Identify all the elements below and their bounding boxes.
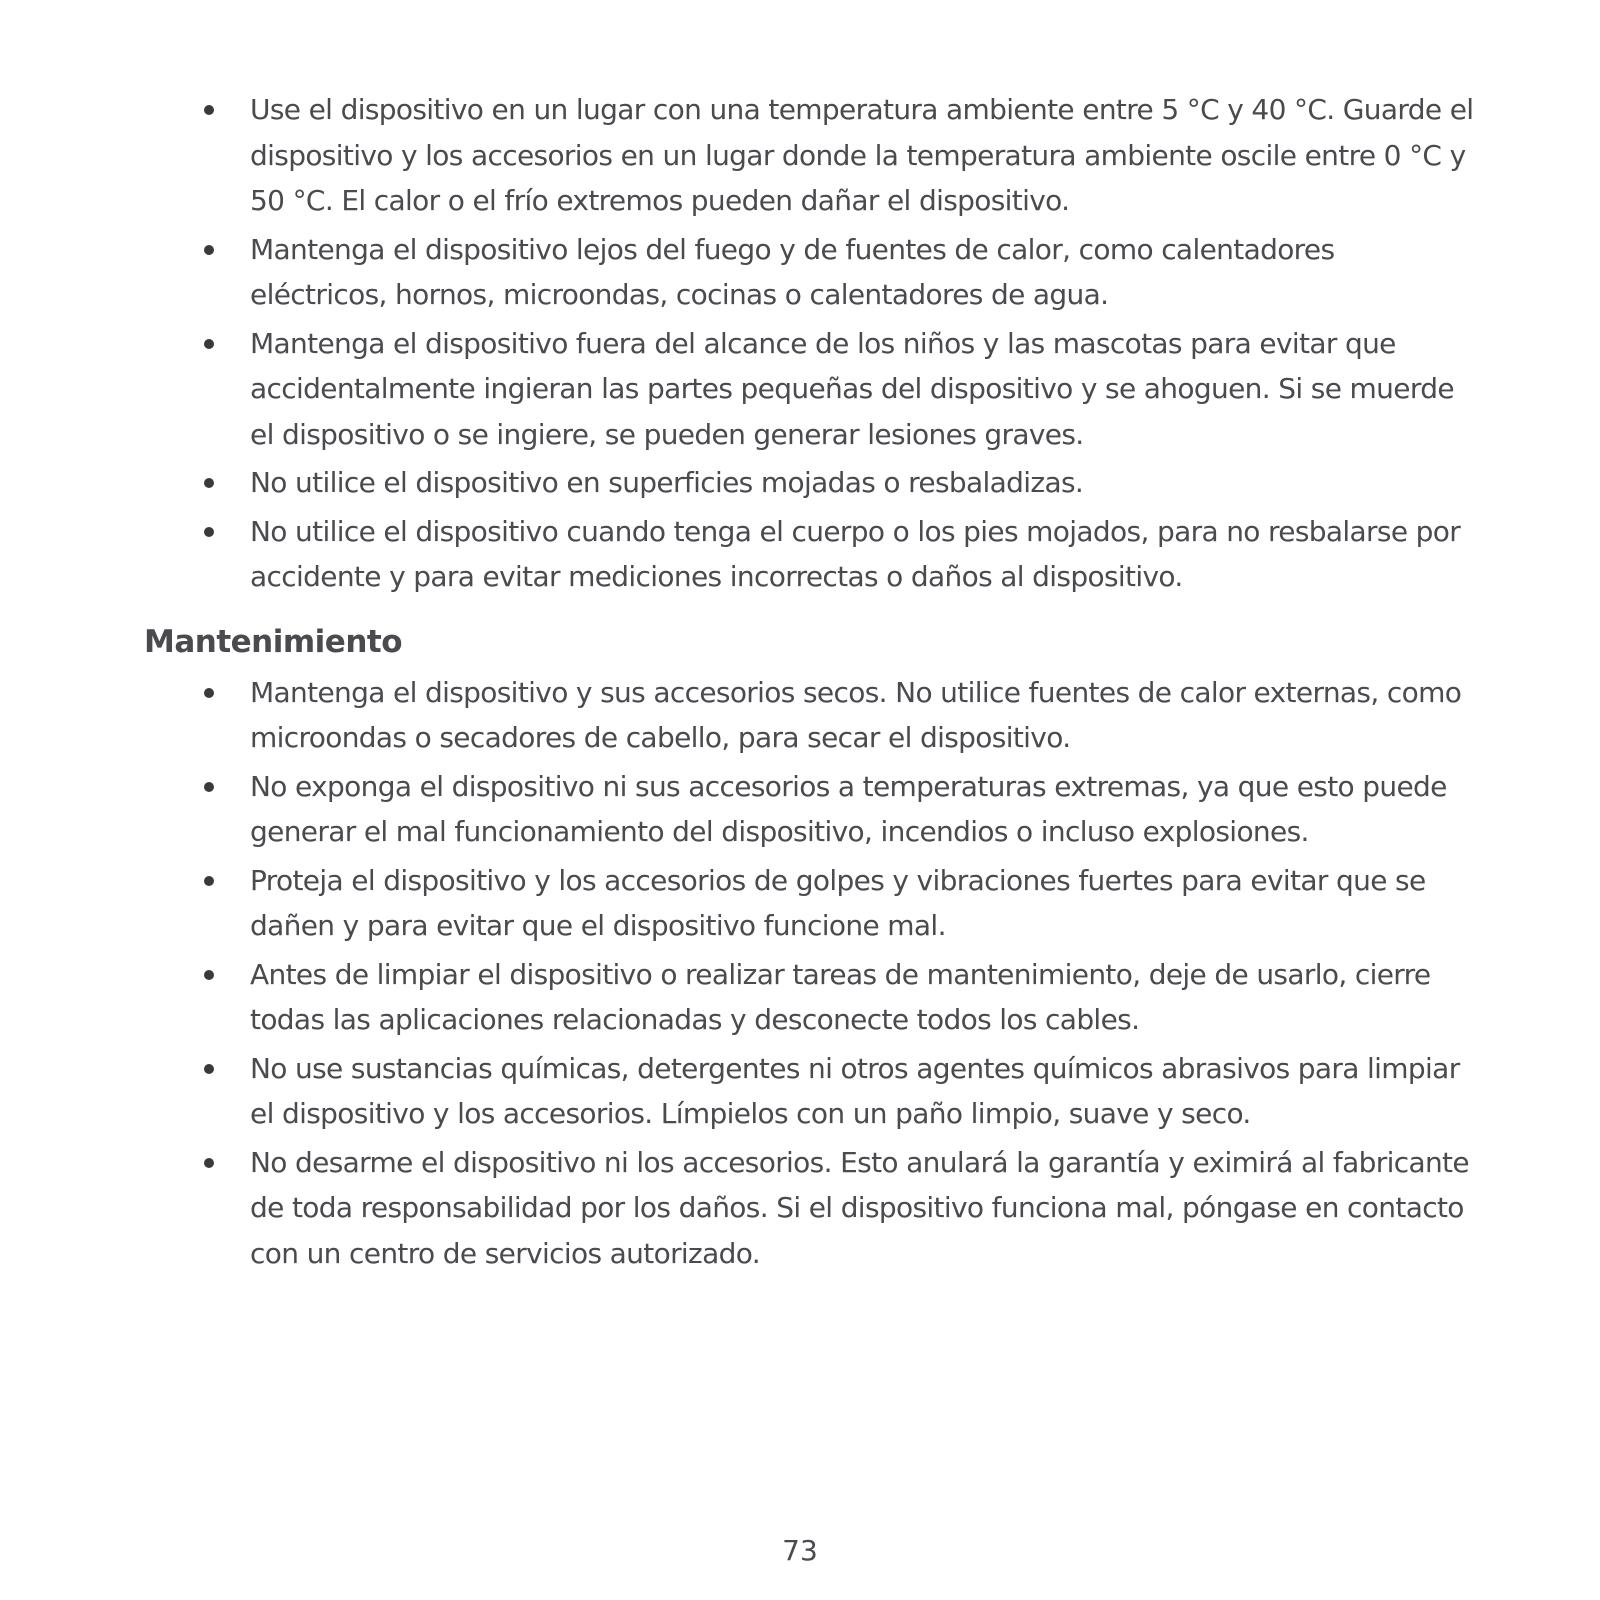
bullet-icon <box>204 245 214 255</box>
list-item <box>144 1140 1474 1277</box>
list-item <box>144 321 1474 458</box>
bullet-icon <box>204 105 214 115</box>
list-item-text: No exponga el dispositivo ni sus accesorios a temperaturas extremas, ya que esto puede generar el mal funcionamiento del dispositivo, incendios o incluso explosiones. <box>250 769 1447 848</box>
bullet-icon <box>204 339 214 349</box>
bullet-icon <box>204 1158 214 1168</box>
list-item <box>144 764 1474 855</box>
list-item-text: No utilice el dispositivo en superficies mojadas o resbaladizas. <box>250 466 1084 499</box>
list-item <box>144 952 1474 1043</box>
list-item <box>144 87 1474 224</box>
list-item <box>144 1046 1474 1137</box>
list-item-text: Mantenga el dispositivo lejos del fuego y de fuentes de calor, como calentadores eléctricos, hornos, microondas, cocinas o calentadores de agua. <box>250 232 1335 311</box>
bullet-icon <box>204 876 214 886</box>
page-content <box>144 87 1474 1279</box>
bullet-icon <box>204 527 214 537</box>
list-item-text: Mantenga el dispositivo y sus accesorios secos. No utilice fuentes de calor externas, como microondas o secadores de cabello, para secar el dispositivo. <box>250 675 1462 754</box>
list-item-text: Mantenga el dispositivo fuera del alcance de los niños y las mascotas para evitar que accidentalmente ingieran las partes pequeñas del dispositivo y se ahoguen. Si se muerde el dispositivo o se ingiere, se pueden generar lesiones graves. <box>250 326 1454 451</box>
page-number: 73 <box>782 1534 818 1567</box>
safety-list <box>144 87 1474 600</box>
maintenance-list <box>144 670 1474 1277</box>
bullet-icon <box>204 688 214 698</box>
list-item-text: Proteja el dispositivo y los accesorios de golpes y vibraciones fuertes para evitar que se dañen y para evitar que el dispositivo funcione mal. <box>250 863 1426 942</box>
list-item-text: Use el dispositivo en un lugar con una temperatura ambiente entre 5 °C y 40 °C. Guarde el dispositivo y los accesorios en un lugar donde la temperatura ambiente oscile entre 0 °C y 50 °C. El calor o el frío extremos pueden dañar el dispositivo. <box>250 93 1474 217</box>
bullet-icon <box>204 1064 214 1074</box>
section-title-maintenance: Mantenimiento <box>144 623 403 660</box>
list-item <box>144 670 1474 761</box>
list-item <box>144 227 1474 318</box>
list-item-text: Antes de limpiar el dispositivo o realizar tareas de mantenimiento, deje de usarlo, cierre todas las aplicaciones relacionadas y desconecte todos los cables. <box>250 957 1431 1036</box>
list-item <box>144 460 1474 506</box>
bullet-icon <box>204 782 214 792</box>
list-item <box>144 858 1474 949</box>
list-item-text: No desarme el dispositivo ni los accesorios. Esto anulará la garantía y eximirá al fabricante de toda responsabilidad por los daños. Si el dispositivo funciona mal, póngase en contacto con un centro de servicios autorizado. <box>250 1145 1469 1270</box>
list-item-text: No use sustancias químicas, detergentes ni otros agentes químicos abrasivos para limpiar el dispositivo y los accesorios. Límpielos con un paño limpio, suave y seco. <box>250 1051 1460 1130</box>
bullet-icon <box>204 970 214 980</box>
list-item <box>144 509 1474 600</box>
bullet-icon <box>204 478 214 488</box>
list-item-text: No utilice el dispositivo cuando tenga el cuerpo o los pies mojados, para no resbalarse por accidente y para evitar mediciones incorrectas o daños al dispositivo. <box>250 514 1461 593</box>
